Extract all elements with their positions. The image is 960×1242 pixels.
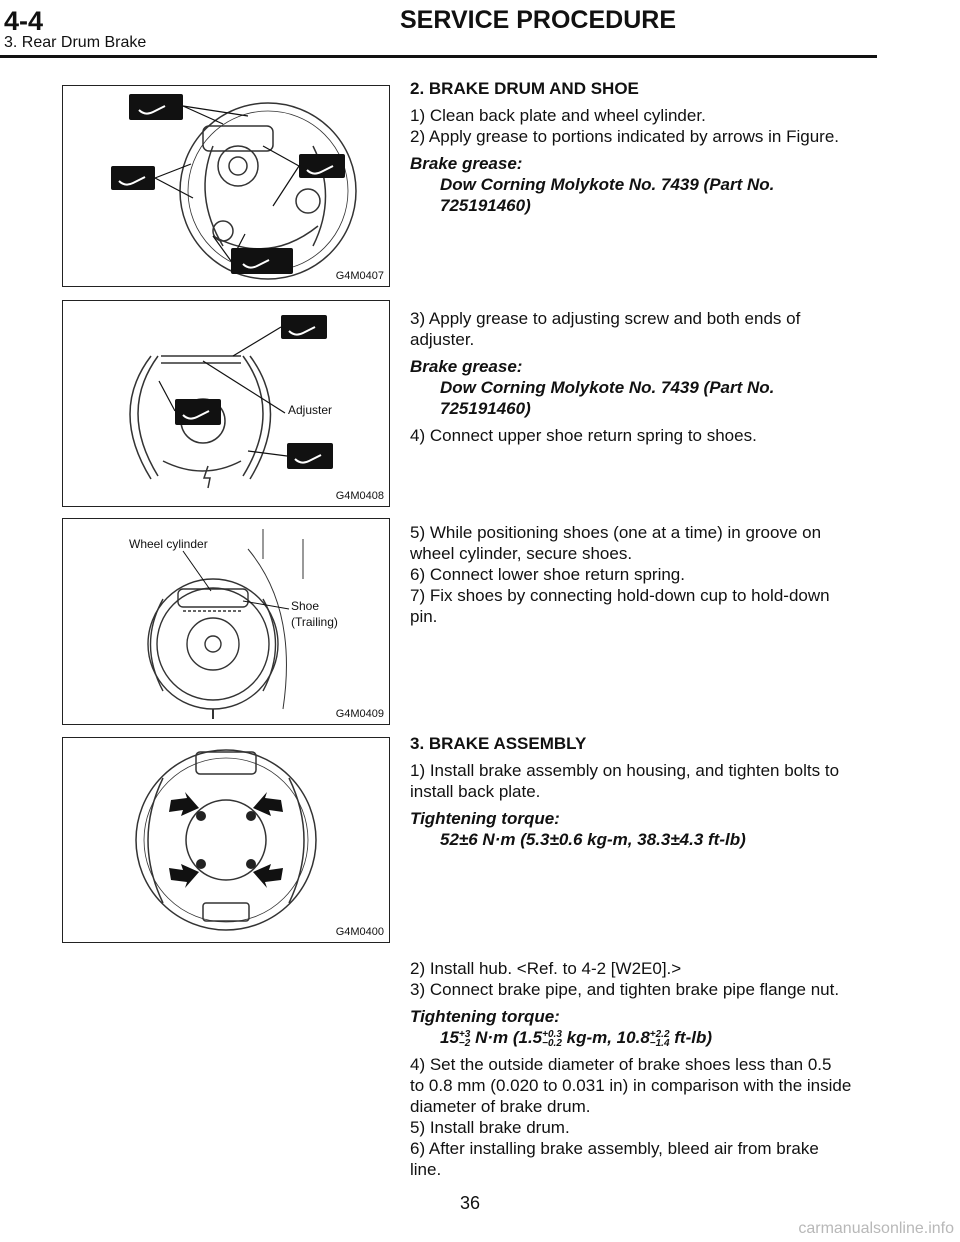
step-text: 4) Connect upper shoe return spring to shoes. (410, 426, 757, 445)
spec-label: Tightening torque: (410, 809, 560, 828)
step-text: 3) Apply grease to adjusting screw and both ends of (410, 309, 801, 328)
figure-code: G4M0408 (335, 490, 384, 502)
wheel-cylinder-illustration (63, 519, 389, 724)
step-text: 2) Apply grease to portions indicated by arrows in Figure. (410, 127, 840, 146)
torque-spec: 15 +3 −2 N·m (1.5 +0.3 −0.2 kg-m, 10.8 +2.2 −1.4 ft-lb) (440, 1028, 713, 1049)
spec-value: Dow Corning Molykote No. 7439 (Part No. (440, 378, 775, 397)
figure-brake-assembly (62, 737, 390, 943)
brake-assembly-illustration (63, 738, 389, 942)
watermark: carmanualsonline.info (798, 1220, 954, 1237)
section-title: SERVICE PROCEDURE (400, 6, 676, 34)
subsection-title: 3. Rear Drum Brake (4, 34, 147, 51)
wheel-cylinder-label: Wheel cylinder (129, 537, 208, 551)
step-text: install back plate. (410, 782, 541, 801)
shoe-trailing-label: (Trailing) (291, 615, 338, 629)
figure-code: G4M0409 (335, 708, 384, 720)
step-text: 6) After installing brake assembly, bleed air from brake (410, 1139, 819, 1158)
step-text: 5) While positioning shoes (one at a time) in groove on (410, 523, 822, 542)
shoe-label: Shoe (291, 599, 320, 613)
step-text: 3) Connect brake pipe, and tighten brake pipe flange nut. (410, 980, 840, 999)
figure-code: G4M0400 (335, 926, 384, 938)
spec-value: 725191460) (440, 399, 531, 418)
section-heading: 3. BRAKE ASSEMBLY (410, 734, 587, 753)
page-header (0, 0, 960, 60)
step-text: to 0.8 mm (0.020 to 0.031 in) in comparison with the inside (410, 1076, 852, 1095)
step-text: 2) Install hub. <Ref. to 4-2 [W2E0].> (410, 959, 682, 978)
step-text: 7) Fix shoes by connecting hold-down cup to hold-down (410, 586, 830, 605)
figure-backplate (62, 85, 390, 287)
spec-label: Brake grease: (410, 154, 523, 173)
step-text: 5) Install brake drum. (410, 1118, 570, 1137)
step-text: 1) Clean back plate and wheel cylinder. (410, 106, 706, 125)
page-number: 36 (460, 1193, 481, 1213)
step-text: 1) Install brake assembly on housing, and tighten bolts to (410, 761, 840, 780)
section-brake-assembly (410, 733, 880, 850)
step-text: 6) Connect lower shoe return spring. (410, 565, 685, 584)
step-text: wheel cylinder, secure shoes. (410, 544, 633, 563)
section-hub-and-pipe (410, 958, 880, 1180)
step-text: adjuster. (410, 330, 475, 349)
adjuster-label: Adjuster (288, 403, 333, 417)
section-shoe-positioning (410, 522, 880, 627)
spec-value: 725191460) (440, 196, 531, 215)
section-adjuster-grease (410, 308, 880, 446)
spec-label: Brake grease: (410, 357, 523, 376)
step-text: diameter of brake drum. (410, 1097, 591, 1116)
step-text: 4) Set the outside diameter of brake shoes less than 0.5 (410, 1055, 832, 1074)
figure-code: G4M0407 (335, 270, 384, 282)
figure-adjuster (62, 300, 390, 507)
spec-label: Tightening torque: (410, 1007, 560, 1026)
figure-wheel-cylinder (62, 518, 390, 725)
section-number: 4-4 (4, 6, 44, 36)
spec-value: Dow Corning Molykote No. 7439 (Part No. (440, 175, 775, 194)
step-text: pin. (410, 607, 438, 626)
step-text: line. (410, 1160, 442, 1179)
backplate-illustration (63, 86, 389, 286)
section-heading: 2. BRAKE DRUM AND SHOE (410, 79, 639, 98)
shoe-adjuster-illustration (63, 301, 389, 506)
header-rule (0, 55, 877, 58)
spec-value: 52±6 N·m (5.3±0.6 kg-m, 38.3±4.3 ft-lb) (440, 830, 746, 849)
section-brake-drum-and-shoe (410, 78, 880, 216)
